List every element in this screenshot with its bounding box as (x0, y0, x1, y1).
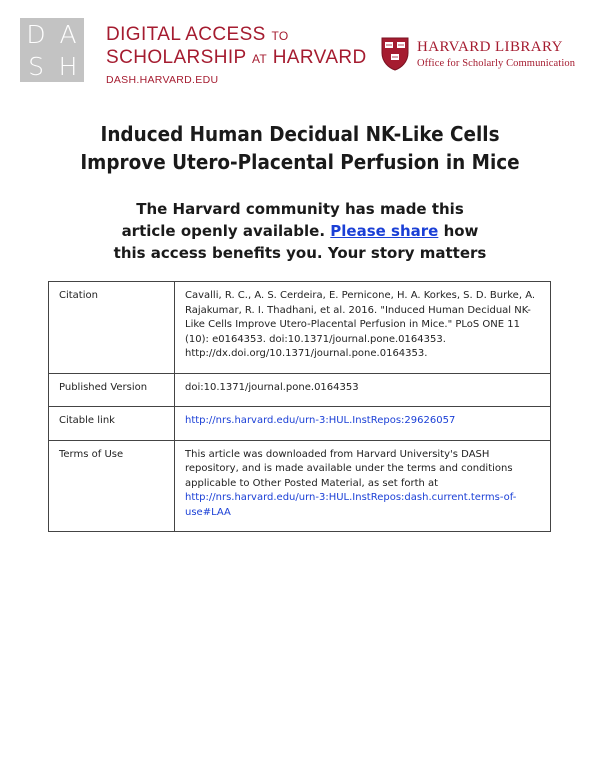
dash-wordmark (106, 24, 367, 86)
article-info-table (48, 281, 551, 532)
dash-logo-letter: H (58, 51, 78, 81)
harvard-library-name: HARVARD LIBRARY (417, 39, 563, 55)
office-name: Office for Scholarly Communication (417, 58, 576, 69)
table-row (49, 407, 551, 441)
dash-logo-letter: A (59, 19, 77, 49)
terms-of-use-value: This article was downloaded from Harvard University's DASH repository, and is made available under the terms and conditions applicable to Other Posted Material, as set forth at http://nrs.harvard.edu/urn-3:HUL.InstRepos:dash.current.terms-of-use#LAA (175, 440, 551, 532)
citation-value: Cavalli, R. C., A. S. Cerdeira, E. Pernicone, H. A. Korkes, S. D. Burke, A. Rajakumar, R. I. Thadhani, et al. 2016. "Induced Human Decidual NK-Like Cells Improve Utero-Placental Perfusion in Mice." PLoS ONE 11 (10): e0164353. doi:10.1371/journal.pone.0164353. http://dx.doi.org/10.1371/journal.pone.0164353. (175, 282, 551, 374)
dash-logo-letter: S (28, 51, 44, 81)
please-share-link[interactable]: Please share (330, 222, 439, 240)
dash-line-1: DIGITAL ACCESS TO (106, 24, 289, 45)
dash-url[interactable]: DASH.HARVARD.EDU (106, 74, 219, 86)
published-version-label: Published Version (49, 373, 175, 407)
harvard-library-logo (381, 37, 575, 71)
table-row (49, 373, 551, 407)
citable-link[interactable]: http://nrs.harvard.edu/urn-3:HUL.InstRepos:29626057 (185, 415, 456, 426)
terms-of-use-label: Terms of Use (49, 440, 175, 532)
article-title: Induced Human Decidual NK-Like Cells Improve Utero-Placental Perfusion in Mice (80, 122, 520, 174)
table-row (49, 282, 551, 374)
community-message: The Harvard community has made this article openly available. Please share how this access benefits you. Your story matters (113, 200, 487, 262)
citable-link-cell (175, 407, 551, 441)
table-row (49, 440, 551, 532)
dash-logo-letter: D (26, 19, 46, 49)
dash-logo (20, 18, 84, 82)
citation-label: Citation (49, 282, 175, 374)
dash-line-2: SCHOLARSHIP AT HARVARD (106, 47, 367, 68)
harvard-shield-icon (381, 37, 409, 71)
published-version-value: doi:10.1371/journal.pone.0164353 (175, 373, 551, 407)
terms-link[interactable]: http://nrs.harvard.edu/urn-3:HUL.InstRepos:dash.current.terms-of-use#LAA (185, 492, 517, 518)
citable-link-label: Citable link (49, 407, 175, 441)
